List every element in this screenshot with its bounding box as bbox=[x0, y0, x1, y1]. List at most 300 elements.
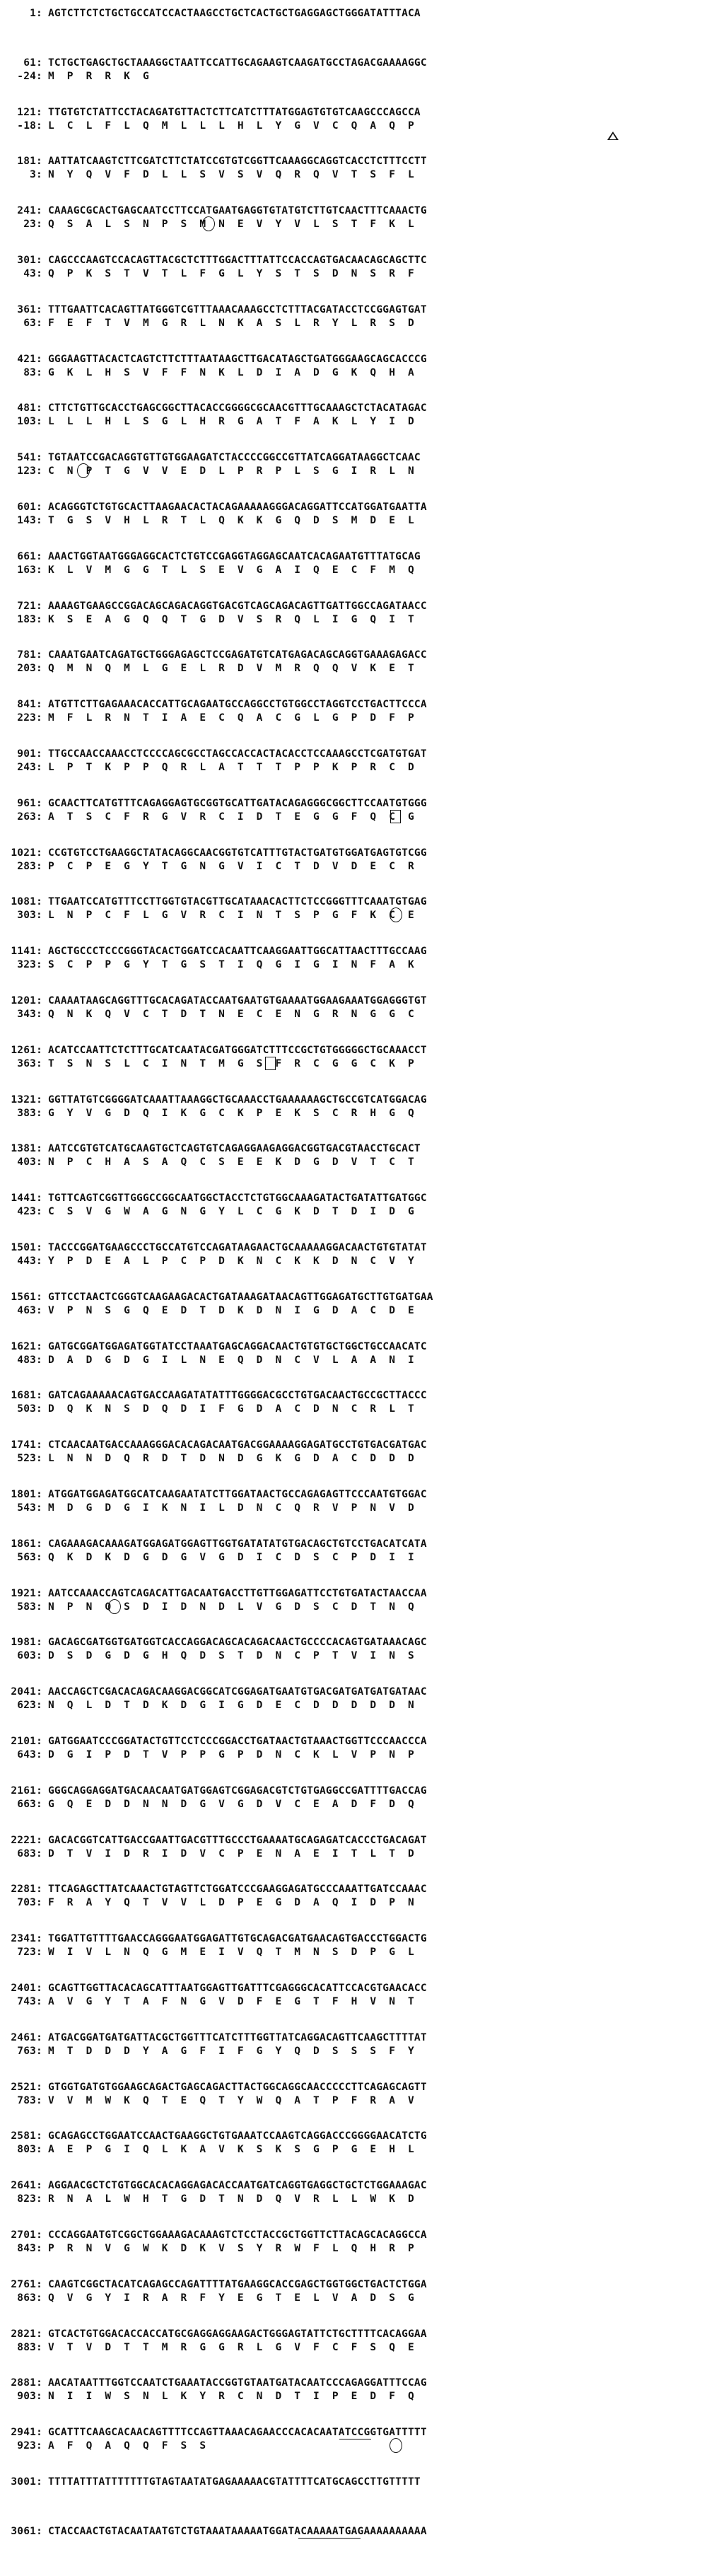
nucleotide-sequence: GCATTTCAAGCACAACAGTTTTCCAGTTAAACAGAACCCACACAATATCCGGTGATTTTT bbox=[48, 2427, 427, 2439]
nucleotide-position: 2221: bbox=[11, 1834, 42, 1846]
amino-acid-sequence: A V G Y T A F N G V D F E G T F H V N T bbox=[48, 1996, 414, 2007]
nucleotide-line bbox=[0, 698, 427, 711]
sequence-row bbox=[0, 748, 714, 789]
nucleotide-sequence: CAAAGCGCACTGAGCAATCCTTCCATGAATGAGGTGTATGTCTTGTCAACTTTCAAACTG bbox=[48, 205, 427, 217]
nucleotide-sequence: TGTAATCCGACAGGTGTTGTGGAAGATCTACCCCGGCCGTTATCAGGATAAGGCTCAAC bbox=[48, 452, 421, 464]
nucleotide-position: 2761: bbox=[11, 2278, 42, 2290]
amino-acid-line bbox=[0, 465, 414, 477]
nucleotide-sequence: CTTCTGTTGCACCTGAGCGGCTTACACCGGGGCGCAACGTTTGCAAAGCTCTACATAGAC bbox=[48, 402, 427, 414]
sequence-row bbox=[0, 797, 714, 838]
residue-position: 183: bbox=[17, 613, 42, 625]
amino-acid-sequence: K L V M G G T L S E V G A I Q E C F M Q bbox=[48, 564, 414, 576]
sequence-row bbox=[0, 1587, 714, 1628]
sequence-row bbox=[0, 2031, 714, 2072]
glycosylation-site-circle bbox=[202, 216, 215, 231]
nucleotide-line bbox=[0, 1932, 427, 1945]
nucleotide-position: 1741: bbox=[11, 1439, 42, 1451]
nucleotide-line bbox=[0, 1636, 427, 1649]
nucleotide-position: 3061: bbox=[11, 2525, 42, 2537]
amino-acid-line bbox=[0, 2094, 414, 2107]
sequence-row bbox=[0, 7, 714, 48]
residue-position: 203: bbox=[17, 663, 42, 675]
sequence-row bbox=[0, 1439, 714, 1480]
nucleotide-sequence: GGGAAGTTACACTCAGTCTTCTTTAATAAGCTTGACATAGCTGATGGGAAGCAGCACCCG bbox=[48, 353, 427, 365]
sequence-row bbox=[0, 1883, 714, 1924]
nucleotide-position: 2401: bbox=[11, 1983, 42, 1994]
residue-position: 463: bbox=[17, 1304, 42, 1316]
sequence-row bbox=[0, 353, 714, 394]
nucleotide-line bbox=[0, 994, 427, 1007]
nucleotide-line bbox=[0, 1291, 433, 1304]
residue-position: 223: bbox=[17, 712, 42, 724]
nucleotide-line bbox=[0, 2179, 427, 2192]
nucleotide-position: 121: bbox=[17, 106, 42, 118]
sequence-row bbox=[0, 303, 714, 344]
nucleotide-sequence: TTGAATCCATGTTTCCTTGGTGTACGTTGCATAAACACTTCTCCGGGTTTCAAATGTGAG bbox=[48, 896, 427, 908]
residue-position: -24: bbox=[17, 70, 42, 82]
residue-box bbox=[265, 1057, 276, 1070]
nucleotide-position: 1861: bbox=[11, 1538, 42, 1550]
amino-acid-sequence: R N A L W H T G D T N D Q V R L L W K D bbox=[48, 2193, 414, 2205]
residue-position: 823: bbox=[17, 2193, 42, 2205]
nucleotide-line bbox=[0, 1241, 427, 1254]
residue-position: 363: bbox=[17, 1057, 42, 1069]
nucleotide-sequence: AAAAGTGAAGCCGGACAGCAGACAGGTGACGTCAGCAGACAGTTGATTGGCCAGATAACC bbox=[48, 600, 427, 612]
residue-position: 43: bbox=[23, 268, 42, 279]
residue-position: 603: bbox=[17, 1650, 42, 1662]
amino-acid-sequence: D T V I D R I D V C P E N A E I T L T D bbox=[48, 1847, 414, 1860]
amino-acid-sequence: M T D D D Y A G F I F G Y Q D S S S F Y bbox=[48, 2045, 414, 2057]
nucleotide-position: 1: bbox=[30, 8, 42, 19]
residue-position: 743: bbox=[17, 1996, 42, 2007]
nucleotide-position: 301: bbox=[17, 255, 42, 266]
residue-position: 23: bbox=[23, 219, 42, 231]
nucleotide-line bbox=[0, 155, 427, 168]
nucleotide-sequence: CAAGTCGGCTACATCAGAGCCAGATTTTATGAAGGCACCGAGCTGGTGGCTGACTCTGGA bbox=[48, 2278, 427, 2290]
amino-acid-line bbox=[0, 1798, 414, 1811]
nucleotide-line bbox=[0, 1587, 427, 1600]
residue-position: 303: bbox=[17, 910, 42, 922]
nucleotide-sequence: CAGAAAGACAAAGATGGAGATGGAGTTGGTGATATATGTGACAGCTGTCCTGACATCATA bbox=[48, 1538, 427, 1550]
residue-position: 483: bbox=[17, 1354, 42, 1366]
residue-position: 523: bbox=[17, 1453, 42, 1465]
nucleotide-sequence: GACAGCGATGGTGATGGTCACCAGGACAGCACAGACAACTGCCCCACAGTGATAAACAGC bbox=[48, 1637, 427, 1649]
amino-acid-line bbox=[0, 70, 149, 83]
amino-acid-line bbox=[0, 909, 414, 922]
nucleotide-position: 361: bbox=[17, 303, 42, 315]
amino-acid-line bbox=[0, 2390, 414, 2403]
amino-acid-line bbox=[0, 1354, 414, 1367]
nucleotide-position: 2041: bbox=[11, 1686, 42, 1698]
sequence-row bbox=[0, 1932, 714, 1973]
sequence-row bbox=[0, 501, 714, 542]
amino-acid-line bbox=[0, 712, 414, 724]
nucleotide-sequence: GTCACTGTGGACACCACCATGCGAGGAGGAAGACTGGGAGTATTCTGCTTTTCACAGGAA bbox=[48, 2328, 427, 2340]
nucleotide-position: 2701: bbox=[11, 2229, 42, 2241]
sequence-row bbox=[0, 155, 714, 196]
residue-position: 583: bbox=[17, 1601, 42, 1613]
amino-acid-line bbox=[0, 1995, 414, 2008]
nucleotide-sequence: TGTTCAGTCGGTTGGGCCGGCAATGGCTACCTCTGTGGCAAAGATACTGATATTGATGGC bbox=[48, 1193, 427, 1205]
residue-box bbox=[390, 810, 401, 823]
amino-acid-sequence: L N N D Q R D T D N D G K G D A C D D D bbox=[48, 1453, 414, 1465]
amino-acid-sequence: Q V G Y I R A R F Y E G T E L V A D S G bbox=[48, 2292, 414, 2304]
nucleotide-position: 2281: bbox=[11, 1884, 42, 1896]
amino-acid-line bbox=[0, 860, 414, 873]
sequence-row bbox=[0, 945, 714, 986]
nucleotide-position: 901: bbox=[17, 748, 42, 760]
nucleotide-line bbox=[0, 7, 421, 20]
residue-position: 323: bbox=[17, 959, 42, 971]
sequence-row bbox=[0, 1142, 714, 1183]
residue-position: 423: bbox=[17, 1206, 42, 1218]
glycosylation-site-circle bbox=[108, 1599, 121, 1614]
nucleotide-line bbox=[0, 1834, 427, 1847]
nucleotide-sequence: TTTGAATTCACAGTTATGGGTCGTTTAAACAAAGCCTCTTTACGATACCTCCGGAGTGAT bbox=[48, 303, 427, 315]
residue-position: 903: bbox=[17, 2391, 42, 2403]
sequence-row bbox=[0, 1686, 714, 1727]
sequence-row bbox=[0, 1389, 714, 1430]
nucleotide-sequence: AGCTGCCCTCCCGGGTACACTGGATCCACAATTCAAGGAATTGGCATTAACTTTGCCAAG bbox=[48, 946, 427, 958]
nucleotide-sequence: ACATCCAATTCTCTTTGCATCAATACGATGGGATCTTTCCGCTGTGGGGGCTGCAAACCT bbox=[48, 1044, 427, 1056]
amino-acid-sequence: P C P E G Y T G N G V I C T D V D E C R bbox=[48, 860, 414, 872]
nucleotide-position: 1021: bbox=[11, 847, 42, 859]
nucleotide-position: 2521: bbox=[11, 2081, 42, 2093]
nucleotide-line bbox=[0, 1735, 427, 1748]
amino-acid-sequence: A E P G I Q L K A V K S K S G P G E H L bbox=[48, 2144, 414, 2156]
amino-acid-line bbox=[0, 1502, 414, 1514]
residue-position: 663: bbox=[17, 1798, 42, 1810]
residue-position: 723: bbox=[17, 1946, 42, 1959]
amino-acid-line bbox=[0, 1551, 414, 1564]
nucleotide-sequence: AATCCAAACCAGTCAGACATTGACAATGACCTTGTTGGAGATTCCTGTGATACTAACCAA bbox=[48, 1587, 427, 1599]
residue-position: 563: bbox=[17, 1551, 42, 1563]
nucleotide-position: 841: bbox=[17, 699, 42, 711]
amino-acid-line bbox=[0, 1255, 414, 1267]
nucleotide-sequence: ACAGGGTCTGTGCACTTAAGAACACTACAGAAAAAGGGACAGGATTCCATGGATGAATTA bbox=[48, 501, 427, 513]
amino-acid-sequence: T S N S L C I N T M G S F R C G G C K P bbox=[48, 1057, 414, 1069]
nucleotide-sequence: GTTCCTAACTCGGGTCAAGAAGACACTGATAAAGATAACAGTTGGAGATGCTTGTGATGAA bbox=[48, 1291, 433, 1303]
nucleotide-line bbox=[0, 2426, 427, 2439]
nucleotide-position: 1261: bbox=[11, 1044, 42, 1056]
nucleotide-position: 481: bbox=[17, 402, 42, 414]
signal-cleavage-triangle bbox=[607, 132, 619, 140]
nucleotide-position: 2581: bbox=[11, 2130, 42, 2142]
amino-acid-line bbox=[0, 317, 414, 330]
sequence-row bbox=[0, 106, 714, 147]
sequence-row bbox=[0, 2525, 714, 2566]
sequence-row bbox=[0, 254, 714, 295]
nucleotide-line bbox=[0, 895, 427, 908]
amino-acid-line bbox=[0, 1205, 414, 1218]
residue-position: 783: bbox=[17, 2094, 42, 2106]
amino-acid-sequence: T G S V H L R T L Q K K G Q D S M D E L bbox=[48, 515, 414, 526]
residue-position: 283: bbox=[17, 860, 42, 872]
nucleotide-sequence: GCAGAGCCTGGAATCCAACTGAAGGCTGTGAAATCCAAGTCAGGACCCGGGGAACATCTG bbox=[48, 2130, 427, 2142]
amino-acid-line bbox=[0, 1946, 414, 1959]
sequence-row bbox=[0, 2377, 714, 2418]
nucleotide-line bbox=[0, 2130, 427, 2142]
nucleotide-position: 2161: bbox=[11, 1785, 42, 1797]
nucleotide-sequence: TACCCGGATGAAGCCCTGCCATGTCCAGATAAGAACTGCAAAAAGGACAACTGTGTATAT bbox=[48, 1242, 427, 1253]
nucleotide-sequence: ATGGATGGAGATGGCATCAAGAATATCTTGGATAACTGCCAGAGAGTTCCCAATGTGGAC bbox=[48, 1489, 427, 1500]
amino-acid-sequence: M F L R N T I A E C Q A C G L G P D F P bbox=[48, 712, 414, 724]
amino-acid-line bbox=[0, 613, 414, 626]
sequence-row bbox=[0, 649, 714, 690]
amino-acid-sequence: K S E A G Q Q T G D V S R Q L I G Q I T bbox=[48, 613, 414, 625]
nucleotide-line bbox=[0, 649, 427, 661]
residue-position: 163: bbox=[17, 564, 42, 576]
sequence-row bbox=[0, 1785, 714, 1826]
nucleotide-sequence: GATGCGGATGGAGATGGTATCCTAAATGAGCAGGACAACTGTGTGCTGGCTGCCAACATC bbox=[48, 1340, 427, 1352]
amino-acid-line bbox=[0, 1452, 414, 1465]
amino-acid-sequence: L N P C F L G V R C I N T S P G F K C E bbox=[48, 910, 414, 922]
nucleotide-line bbox=[0, 1686, 427, 1698]
nucleotide-position: 601: bbox=[17, 501, 42, 513]
sequence-row bbox=[0, 1241, 714, 1282]
amino-acid-sequence: M P R R K G bbox=[48, 70, 149, 82]
amino-acid-sequence: N Q L D T D K D G I G D E C D D D D D N bbox=[48, 1700, 414, 1712]
nucleotide-line bbox=[0, 1883, 427, 1896]
nucleotide-position: 2881: bbox=[11, 2377, 42, 2389]
nucleotide-sequence: AACCAGCTCGACACAGACAAGGACGGCATCGGAGATGAATGTGACGATGATGATGATAAC bbox=[48, 1686, 427, 1698]
amino-acid-sequence: Q S A L S N P S M N E V Y V L S T F K L bbox=[48, 219, 414, 231]
sequence-row bbox=[0, 2426, 714, 2467]
sequence-row bbox=[0, 1538, 714, 1579]
nucleotide-line bbox=[0, 204, 427, 217]
amino-acid-line bbox=[0, 415, 414, 428]
nucleotide-sequence: GGGCAGGAGGATGACAACAATGATGGAGTCGGAGACGTCTGTGAGGCCGATTTTGACCAG bbox=[48, 1785, 427, 1797]
residue-position: 243: bbox=[17, 762, 42, 773]
nucleotide-line bbox=[0, 748, 427, 760]
nucleotide-sequence: CCCAGGAATGTCGGCTGGAAAGACAAAGTCTCCTACCGCTGGTTCTTACAGCACAGGCCA bbox=[48, 2229, 427, 2241]
nucleotide-sequence: AACATAATTTGGTCCAATCTGAAATACCGGTGTAATGATACAATCCCAGAGGATTTCCAG bbox=[48, 2377, 427, 2389]
amino-acid-line bbox=[0, 1847, 414, 1860]
amino-acid-sequence: A T S C F R G V R C I D T E G G F Q C G bbox=[48, 811, 414, 823]
amino-acid-line bbox=[0, 564, 414, 576]
amino-acid-sequence: N P N Q S D I D N D L V G D S C D T N Q bbox=[48, 1601, 414, 1613]
residue-position: 923: bbox=[17, 2440, 42, 2452]
nucleotide-position: 781: bbox=[17, 649, 42, 661]
nucleotide-position: 1321: bbox=[11, 1093, 42, 1106]
nucleotide-position: 2101: bbox=[11, 1736, 42, 1747]
amino-acid-line bbox=[0, 2292, 414, 2304]
nucleotide-position: 1081: bbox=[11, 896, 42, 908]
amino-acid-sequence: G Y V G D Q I K G C K P E K S C R H G Q bbox=[48, 1107, 414, 1119]
nucleotide-sequence: AATCCGTGTCATGCAAGTGCTCAGTGTCAGAGGAAGAGGACGGTGACGTAACCTGCACT bbox=[48, 1143, 421, 1155]
amino-acid-sequence: D A D G D G I L N E Q D N C V L A A N I bbox=[48, 1354, 414, 1366]
nucleotide-sequence: TCTGCTGAGCTGCTAAAGGCTAATTCCATTGCAGAAGTCAAGATGCCTAGACGAAAAGGC bbox=[48, 57, 427, 69]
nucleotide-position: 2341: bbox=[11, 1933, 42, 1945]
nucleotide-position: 1141: bbox=[11, 946, 42, 958]
amino-acid-sequence: C N P T G V V E D L P R P L S G I R L N bbox=[48, 465, 414, 477]
amino-acid-sequence: V T V D T T M R G G R L G V F C F S Q E bbox=[48, 2341, 414, 2353]
amino-acid-line bbox=[0, 811, 414, 823]
amino-acid-sequence: P R N V G W K D K V S Y R W F L Q H R P bbox=[48, 2243, 414, 2254]
nucleotide-sequence: TTGCCAACCAAACCTCCCCAGCGCCTAGCCACCACTACACCTCCAAAGCCTCGATGTGAT bbox=[48, 748, 427, 760]
amino-acid-sequence: V V M W K Q T E Q T Y W Q A T P F R A V bbox=[48, 2094, 414, 2106]
sequence-row bbox=[0, 1291, 714, 1332]
amino-acid-sequence: D Q K N S D Q D I F G D A C D N C R L T bbox=[48, 1403, 414, 1415]
amino-acid-line bbox=[0, 958, 414, 971]
nucleotide-sequence: CAAAATAAGCAGGTTTGCACAGATACCAATGAATGTGAAAATGGAAGAAATGGAGGGTGT bbox=[48, 995, 427, 1006]
sequence-row bbox=[0, 204, 714, 245]
nucleotide-line bbox=[0, 1982, 427, 1995]
nucleotide-position: 2821: bbox=[11, 2328, 42, 2340]
nucleotide-line bbox=[0, 501, 427, 514]
sequence-underline bbox=[298, 2538, 361, 2539]
nucleotide-line bbox=[0, 402, 427, 414]
residue-position: 803: bbox=[17, 2144, 42, 2156]
residue-position: 623: bbox=[17, 1700, 42, 1712]
residue-position: 383: bbox=[17, 1107, 42, 1119]
residue-position: 103: bbox=[17, 416, 42, 428]
sequence-row bbox=[0, 2179, 714, 2220]
nucleotide-position: 181: bbox=[17, 156, 42, 168]
sequence-row bbox=[0, 1735, 714, 1776]
amino-acid-sequence: L L L H L S G L H R G A T F A K L Y I D bbox=[48, 416, 414, 428]
nucleotide-line bbox=[0, 1093, 427, 1106]
nucleotide-line bbox=[0, 847, 427, 859]
sequence-row bbox=[0, 2328, 714, 2369]
nucleotide-line bbox=[0, 2377, 427, 2389]
residue-position: 343: bbox=[17, 1009, 42, 1020]
nucleotide-position: 2941: bbox=[11, 2427, 42, 2439]
nucleotide-line bbox=[0, 550, 421, 563]
nucleotide-line bbox=[0, 1538, 427, 1550]
amino-acid-line bbox=[0, 267, 414, 280]
nucleotide-position: 61: bbox=[23, 57, 42, 69]
nucleotide-sequence: GATGGAATCCCGGATACTGTTCCTCCCGGACCTGATAACTGTAAACTGGTTCCCAACCCA bbox=[48, 1736, 427, 1747]
amino-acid-line bbox=[0, 1649, 414, 1662]
sequence-row bbox=[0, 1093, 714, 1135]
nucleotide-position: 961: bbox=[17, 797, 42, 809]
sequence-row bbox=[0, 2476, 714, 2517]
nucleotide-sequence: GCAACTTCATGTTTCAGAGGAGTGCGGTGCATTGATACAGAGGGCGGCTTCCAATGTGGG bbox=[48, 797, 427, 809]
amino-acid-line bbox=[0, 2193, 414, 2205]
nucleotide-position: 3001: bbox=[11, 2476, 42, 2488]
nucleotide-sequence: CAGCCCAAGTCCACAGTTACGCTCTTTGGACTTTATTCCACCAGTGACAACAGCAGCTTC bbox=[48, 255, 427, 266]
residue-position: 143: bbox=[17, 515, 42, 526]
sequence-row bbox=[0, 2130, 714, 2171]
residue-position: 863: bbox=[17, 2292, 42, 2304]
amino-acid-line bbox=[0, 1107, 414, 1120]
residue-position: 643: bbox=[17, 1749, 42, 1760]
sequence-row bbox=[0, 550, 714, 591]
nucleotide-position: 1201: bbox=[11, 995, 42, 1006]
amino-acid-sequence: F E F T V M G R L N K A S L R Y L R S D bbox=[48, 317, 414, 329]
nucleotide-line bbox=[0, 2081, 427, 2094]
sequence-row bbox=[0, 895, 714, 936]
nucleotide-position: 421: bbox=[17, 353, 42, 365]
nucleotide-sequence: TTCAGAGCTTATCAAACTGTAGTTCTGGATCCCGAAGGAGATGCCCAAATTGATCCAAAC bbox=[48, 1884, 427, 1896]
nucleotide-position: 1981: bbox=[11, 1637, 42, 1649]
nucleotide-sequence: GCAGTTGGTTACACAGCATTTAATGGAGTTGATTTCGAGGGCACATTCCACGTGAACACC bbox=[48, 1983, 427, 1994]
nucleotide-line bbox=[0, 945, 427, 958]
nucleotide-line bbox=[0, 1785, 427, 1797]
amino-acid-line bbox=[0, 1896, 414, 1909]
residue-position: 703: bbox=[17, 1897, 42, 1909]
sequence-row bbox=[0, 57, 714, 98]
nucleotide-sequence: CAAATGAATCAGATGCTGGGAGAGCTCCGAGATGTCATGAGACAGCAGGTGAAAGAGACC bbox=[48, 649, 427, 661]
amino-acid-sequence: V P N S G Q E D T D K D N I G D A C D E bbox=[48, 1304, 414, 1316]
nucleotide-position: 2461: bbox=[11, 2031, 42, 2043]
sequence-row bbox=[0, 600, 714, 641]
residue-position: 503: bbox=[17, 1403, 42, 1415]
nucleotide-line bbox=[0, 353, 427, 366]
amino-acid-sequence: F R A Y Q T V V L D P E G D A Q I D P N bbox=[48, 1897, 414, 1909]
amino-acid-sequence: Y P D E A L P C P D K N C K K D N C V Y bbox=[48, 1255, 414, 1267]
amino-acid-sequence: D G I P D T V P P G P D N C K L V P N P bbox=[48, 1749, 414, 1760]
nucleotide-position: 2641: bbox=[11, 2180, 42, 2192]
amino-acid-line bbox=[0, 1057, 414, 1070]
amino-acid-sequence: G Q E D D N N D G V G D V C E A D F D Q bbox=[48, 1798, 414, 1810]
nucleotide-position: 1501: bbox=[11, 1242, 42, 1253]
nucleotide-position: 1681: bbox=[11, 1390, 42, 1402]
amino-acid-sequence: M D G D G I K N I L D N C Q R V P N V D bbox=[48, 1502, 414, 1514]
nucleotide-sequence: AGTCTTCTCTGCTGCCATCCACTAAGCCTGCTCACTGCTGAGGAGCTGGGATATTTACA bbox=[48, 8, 421, 19]
nucleotide-sequence: TTGTGTCTATTCCTACAGATGTTACTCTTCATCTTTATGGAGTGTGTCAAGCCCAGCCA bbox=[48, 106, 421, 118]
amino-acid-line bbox=[0, 2242, 414, 2255]
nucleotide-sequence: TGGATTGTTTTGAACCAGGGAATGGAGATTGTGCAGACGATGAACAGTGACCCTGGACTG bbox=[48, 1933, 427, 1945]
amino-acid-line bbox=[0, 1403, 414, 1415]
residue-position: 403: bbox=[17, 1156, 42, 1168]
amino-acid-line bbox=[0, 2341, 414, 2354]
residue-position: 763: bbox=[17, 2045, 42, 2057]
sequence-row bbox=[0, 847, 714, 888]
nucleotide-line bbox=[0, 2031, 427, 2044]
nucleotide-line bbox=[0, 2525, 427, 2538]
nucleotide-line bbox=[0, 451, 421, 464]
nucleotide-line bbox=[0, 1192, 427, 1205]
sequence-row bbox=[0, 1982, 714, 2023]
nucleotide-sequence: AATTATCAAGTCTTCGATCTTCTATCCGTGTCGGTTCAAAGGCAGGTCACCTCTTTCCTT bbox=[48, 156, 427, 168]
amino-acid-line bbox=[0, 1304, 414, 1317]
nucleotide-position: 1441: bbox=[11, 1193, 42, 1205]
residue-position: 843: bbox=[17, 2243, 42, 2254]
residue-position: 683: bbox=[17, 1847, 42, 1860]
sequence-row bbox=[0, 1834, 714, 1875]
amino-acid-sequence: L P T K P P Q R L A T T T P P K P R C D bbox=[48, 762, 414, 773]
sequence-row bbox=[0, 451, 714, 492]
residue-position: 883: bbox=[17, 2341, 42, 2353]
nucleotide-position: 1801: bbox=[11, 1489, 42, 1500]
amino-acid-sequence: Q K D K D G D G V G D I C D S C P D I I bbox=[48, 1551, 414, 1563]
amino-acid-line bbox=[0, 1748, 414, 1761]
nucleotide-line bbox=[0, 2476, 421, 2488]
nucleotide-line bbox=[0, 1389, 427, 1402]
amino-acid-line bbox=[0, 1601, 414, 1613]
amino-acid-sequence: Q M N Q M L G E L R D V M R Q Q V K E T bbox=[48, 663, 414, 675]
nucleotide-line bbox=[0, 1439, 427, 1451]
nucleotide-position: 721: bbox=[17, 600, 42, 612]
nucleotide-line bbox=[0, 106, 421, 119]
nucleotide-sequence: GTGGTGATGTGGAAGCAGACTGAGCAGACTTACTGGCAGGCAACCCCCTTCAGAGCAGTT bbox=[48, 2081, 427, 2093]
nucleotide-line bbox=[0, 1142, 421, 1155]
nucleotide-line bbox=[0, 2229, 427, 2241]
sequence-row bbox=[0, 698, 714, 739]
amino-acid-line bbox=[0, 1156, 414, 1168]
nucleotide-sequence: ATGACGGATGATGATTACGCTGGTTTCATCTTTGGTTATCAGGACAGTTCAAGCTTTTAT bbox=[48, 2031, 427, 2043]
nucleotide-line bbox=[0, 1340, 427, 1353]
residue-position: 123: bbox=[17, 465, 42, 477]
nucleotide-sequence: ATGTTCTTGAGAAACACCATTGCAGAATGCCAGGCCTGTGGCCTAGGTCCTGACTTCCCA bbox=[48, 699, 427, 711]
nucleotide-line bbox=[0, 57, 427, 69]
nucleotide-line bbox=[0, 2278, 427, 2291]
sequence-row bbox=[0, 1044, 714, 1085]
sequence-row bbox=[0, 1636, 714, 1677]
amino-acid-line bbox=[0, 761, 414, 774]
